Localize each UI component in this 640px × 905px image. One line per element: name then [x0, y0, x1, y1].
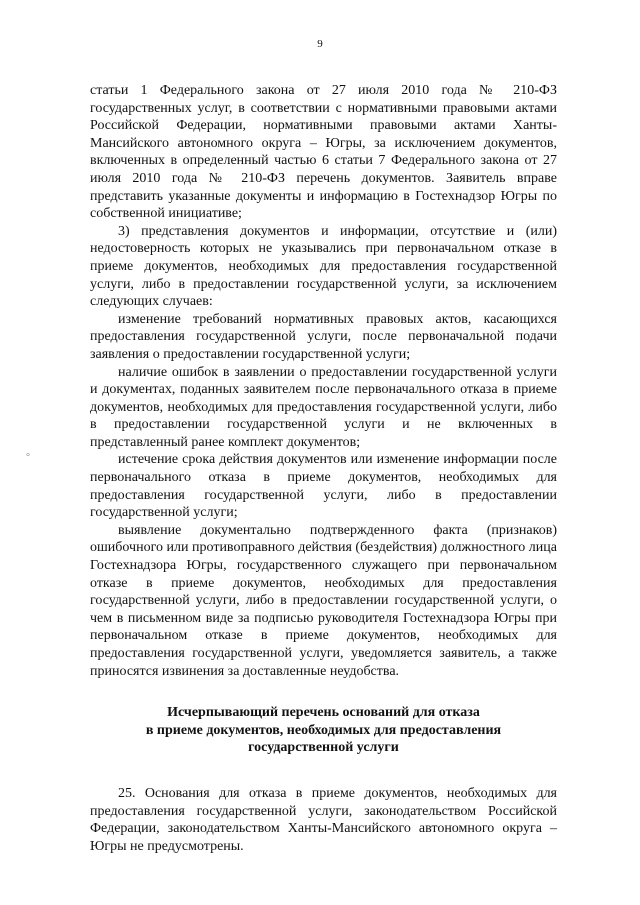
paragraph-continuation: статьи 1 Федерального закона от 27 июля 2010 года № 210-ФЗ государственных услуг, в соответствии с нормативными правовыми актами Российской Федерации, нормативными правовыми актами Ханты-Мансийского автономного округа – Югры, за исключением документов, включенных в определенный частью 6 статьи 7 Федерального закона от 27 июля 2010 года № 210-ФЗ перечень документов. Заявитель вправе представить указанные документы и информацию в Гостехнадзор Югры по собственной инициативе; — [90, 83, 557, 222]
paragraph-case-requirements-change: изменение требований нормативных правовых актов, касающихся предоставления государственной услуги, после первоначальной подачи заявления о предоставлении государственной услуги; — [90, 311, 557, 362]
section-heading-line-1: Исчерпывающий перечень оснований для отказа — [167, 705, 480, 721]
paragraph-case-errors: наличие ошибок в заявлении о предоставлении государственной услуги и документах, поданных заявителем после первоначального отказа в приеме документов, необходимых для предоставления государственной услуги, либо в предоставлении государственной услуги и не включенных в представленный ранее комплект документов; — [90, 364, 557, 450]
section-heading-line-3: государственной услуги — [248, 740, 399, 756]
paragraph-item-3: 3) представления документов и информации, отсутствие и (или) недостоверность которых не указывались при первоначальном отказе в приеме документов, необходимых для предоставления государственной услуги, либо в предоставлении государственной услуги, за исключением следующих случаев: — [90, 223, 557, 310]
paragraph-case-misconduct: выявление документально подтвержденного факта (признаков) ошибочного или противоправного действия (бездействия) должностного лица Гостехнадзора Югры, государственного служащего при первоначальном отказе в приеме документов, необходимых для предоставления государственной услуги, либо в предоставлении государственной услуги, о чем в письменном виде за подписью руководителя Гостехнадзора Югры при первоначальном отказе в приеме документов, необходимых для предоставления государственной услуги, уведомляется заявитель, а также приносятся извинения за доставленные неудобства. — [90, 522, 557, 679]
paragraph-case-expiry: истечение срока действия документов или изменение информации после первоначального отказа в приеме документов, необходимых для предоставления государственной услуги, либо в предоставлении государственной услуги; — [90, 452, 557, 521]
document-body — [90, 82, 557, 855]
margin-mark: ° — [26, 452, 30, 463]
paragraph-25: 25. Основания для отказа в приеме документов, необходимых для предоставления государственной услуги, законодательством Российской Федерации, законодательством Ханты-Мансийского автономного округа – Югры не предусмотрены. — [90, 785, 557, 854]
section-heading — [90, 704, 557, 757]
page-number: 9 — [317, 38, 323, 50]
section-heading-line-2: в приеме документов, необходимых для предоставления — [145, 722, 502, 738]
